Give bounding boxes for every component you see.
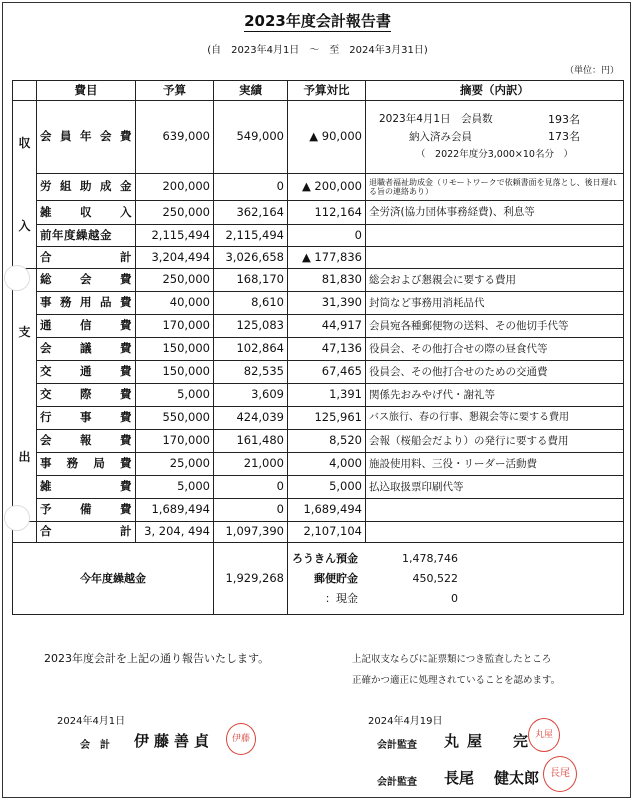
- deposit-label: 郵便貯金: [314, 571, 358, 585]
- row-item: [37, 361, 136, 384]
- deposit-row: [288, 589, 620, 609]
- row-actual: 362,164: [214, 201, 288, 225]
- deposit-row: [288, 569, 620, 589]
- ch: 合: [40, 249, 52, 264]
- ch: 会: [40, 129, 52, 144]
- auditor-date: 2024年4月19日: [368, 716, 443, 727]
- ch: 品: [100, 295, 112, 310]
- header-blank: [13, 81, 37, 101]
- expense-char-1: 支: [18, 325, 31, 340]
- auditor1-name: 丸屋 完: [444, 732, 537, 750]
- audit-statement: [352, 649, 560, 691]
- ch: 雑: [40, 479, 52, 494]
- row-diff: 44,917: [288, 315, 366, 338]
- expense-char-2: 出: [18, 450, 31, 465]
- header-actual: 実績: [214, 81, 288, 101]
- item-label: [40, 273, 132, 287]
- ch: 会: [40, 433, 52, 448]
- row-actual: 0: [214, 174, 288, 201]
- row-budget: 200,000: [136, 174, 214, 201]
- row-memo: 全労済(協力団体事務経費)、利息等: [366, 201, 624, 225]
- income-row: [13, 174, 624, 201]
- item-label: [40, 480, 132, 494]
- row-budget: 25,000: [136, 453, 214, 476]
- row-actual: 8,610: [214, 292, 288, 315]
- ch: 費: [119, 456, 132, 471]
- row-diff: 47,136: [288, 338, 366, 361]
- treasurer-seal: 伊藤: [226, 723, 256, 755]
- ch: 際: [80, 387, 92, 402]
- ch: 員: [60, 129, 72, 144]
- report-title-text: 2023年度会計報告書: [244, 12, 391, 30]
- carryover-label: 今年度繰越金: [13, 543, 214, 615]
- ch: 費: [120, 295, 132, 310]
- carryover-row: [13, 543, 624, 615]
- row-budget: 150,000: [136, 338, 214, 361]
- row-budget: 5,000: [136, 476, 214, 499]
- ch: 収: [80, 204, 92, 219]
- memo-line-1: [369, 113, 620, 126]
- ch: 交: [40, 364, 52, 379]
- total-label: [40, 251, 132, 265]
- row-memo: [366, 247, 624, 269]
- member-count-value: 193名: [548, 113, 580, 127]
- row-actual: 168,170: [214, 269, 288, 292]
- ch: 金: [120, 179, 132, 194]
- row-actual: 102,864: [214, 338, 288, 361]
- deposit-label: ろうきん預金: [292, 551, 358, 565]
- row-item: [37, 453, 136, 476]
- deposit-value: 0: [451, 591, 458, 605]
- punch-hole: [4, 265, 30, 291]
- income-char-1: 収: [18, 136, 31, 151]
- expense-row: [13, 315, 624, 338]
- ch: 用: [80, 295, 92, 310]
- ch: 局: [93, 456, 106, 471]
- auditor1-seal: 丸屋: [528, 718, 560, 752]
- ch: 費: [120, 318, 132, 333]
- ch: 計: [120, 524, 132, 539]
- ch: 費: [120, 387, 132, 402]
- row-item: [37, 247, 136, 269]
- row-item: [37, 384, 136, 407]
- expense-total-row: [13, 522, 624, 543]
- row-actual: 2,115,494: [214, 225, 288, 247]
- table-header-row: [13, 81, 624, 101]
- row-actual: 3,026,658: [214, 247, 288, 269]
- ch: 信: [80, 318, 92, 333]
- ch: 務: [60, 295, 72, 310]
- row-budget: 250,000: [136, 269, 214, 292]
- row-item: [37, 292, 136, 315]
- row-diff: ▲ 90,000: [288, 101, 366, 174]
- ch: 事: [40, 295, 52, 310]
- row-memo: 総会および懇親会に要する費用: [366, 269, 624, 292]
- income-row: [13, 101, 624, 174]
- auditor2-surname: 長尾: [444, 769, 475, 787]
- item-label: [40, 457, 132, 471]
- row-item: [37, 430, 136, 453]
- item-label: [40, 503, 132, 517]
- row-budget: 550,000: [136, 407, 214, 430]
- row-memo: [366, 522, 624, 543]
- row-actual: 0: [214, 476, 288, 499]
- row-budget: 170,000: [136, 315, 214, 338]
- auditor2-given: 健太郎: [494, 769, 540, 787]
- expense-row: [13, 453, 624, 476]
- row-budget: 3, 204, 494: [136, 522, 214, 543]
- row-diff: 1,689,494: [288, 499, 366, 522]
- row-diff: 112,164: [288, 201, 366, 225]
- income-char-2: 入: [18, 218, 31, 233]
- income-group-label: [13, 101, 37, 269]
- ch: 備: [80, 502, 92, 517]
- deposit-label: ：現金: [325, 591, 358, 605]
- ch: 議: [80, 341, 92, 356]
- audit-line-2: 正確かつ適正に処理されていることを認めます。: [352, 675, 561, 686]
- ch: 通: [40, 318, 52, 333]
- expense-row: [13, 338, 624, 361]
- ch: 入: [120, 204, 132, 219]
- ch: 費: [120, 364, 132, 379]
- row-item: [37, 476, 136, 499]
- ch: 雑: [40, 204, 52, 219]
- ch: 成: [100, 179, 112, 194]
- membership-memo: [366, 101, 624, 174]
- memo-line-2: [369, 130, 620, 143]
- row-memo: [366, 499, 624, 522]
- row-item: [37, 201, 136, 225]
- row-budget: 5,000: [136, 384, 214, 407]
- ch: 事: [40, 456, 52, 471]
- income-row: [13, 201, 624, 225]
- auditor2-role: 会計監査: [377, 777, 417, 788]
- row-budget: 3,204,494: [136, 247, 214, 269]
- item-label: [40, 365, 132, 379]
- ch: 交: [40, 387, 52, 402]
- header-item: 費目: [37, 81, 136, 101]
- ch: 会: [80, 272, 92, 287]
- report-period: (自 2023年4月1日 〜 至 2024年3月31日): [207, 45, 428, 56]
- deposit-value: 1,478,746: [402, 551, 458, 565]
- treasurer-role: 会 計: [80, 740, 110, 751]
- row-budget: 2,115,494: [136, 225, 214, 247]
- row-budget: 170,000: [136, 430, 214, 453]
- expense-row: [13, 476, 624, 499]
- treasurer-date: 2024年4月1日: [57, 716, 126, 727]
- report-title: [0, 10, 635, 31]
- ch: 通: [80, 364, 92, 379]
- ch: 費: [120, 410, 132, 425]
- header-budget: 予算: [136, 81, 214, 101]
- ch: 事: [80, 410, 92, 425]
- ch: 予: [40, 502, 52, 517]
- row-actual: 82,535: [214, 361, 288, 384]
- row-memo: 関係先おみやげ代・謝礼等: [366, 384, 624, 407]
- ch: 計: [120, 249, 132, 264]
- row-diff: ▲ 177,836: [288, 247, 366, 269]
- ch: 会: [40, 341, 52, 356]
- row-memo: 施設使用料、三役・リーダー活動費: [366, 453, 624, 476]
- row-budget: 150,000: [136, 361, 214, 384]
- item-label: [40, 180, 132, 194]
- row-actual: 549,000: [214, 101, 288, 174]
- row-diff: 31,390: [288, 292, 366, 315]
- expense-row: [13, 292, 624, 315]
- audit-line-1: 上記収支ならびに証票類につき監査したところ: [352, 654, 552, 665]
- row-memo: 役員会、その他打合せのための交通費: [366, 361, 624, 384]
- report-statement: 2023年度会計を上記の通り報告いたします。: [44, 652, 270, 665]
- row-actual: 0: [214, 499, 288, 522]
- item-label: [40, 388, 132, 402]
- ch: 年: [80, 129, 92, 144]
- expense-row: [13, 269, 624, 292]
- row-actual: 1,097,390: [214, 522, 288, 543]
- account-table: [12, 80, 624, 615]
- auditor2-seal: 長尾: [543, 756, 577, 792]
- ch: 費: [120, 341, 132, 356]
- row-item: [37, 499, 136, 522]
- ch: 費: [120, 433, 132, 448]
- row-actual: 3,609: [214, 384, 288, 407]
- ch: 労: [40, 179, 52, 194]
- deposit-breakdown: [288, 543, 624, 615]
- row-item: [37, 338, 136, 361]
- row-actual: 161,480: [214, 430, 288, 453]
- row-memo: [366, 225, 624, 247]
- expense-row: [13, 499, 624, 522]
- row-item: [37, 174, 136, 201]
- ch: 行: [40, 410, 52, 425]
- income-total-row: [13, 247, 624, 269]
- ch: 報: [80, 433, 92, 448]
- item-label: [40, 296, 132, 310]
- ch: 総: [40, 272, 52, 287]
- auditor1-role: 会計監査: [377, 740, 417, 751]
- row-diff: 67,465: [288, 361, 366, 384]
- unit-label: （単位：円）: [564, 66, 619, 76]
- ch: 助: [80, 179, 92, 194]
- total-label: [40, 525, 132, 539]
- item-label: [40, 130, 132, 144]
- row-diff: ▲ 200,000: [288, 174, 366, 201]
- row-item: [37, 101, 136, 174]
- treasurer-name: 伊藤善貞: [134, 732, 215, 750]
- auditor2-name: [444, 767, 539, 788]
- carryover-amount: 1,929,268: [214, 543, 288, 615]
- row-diff: 0: [288, 225, 366, 247]
- item-label: [40, 319, 132, 333]
- row-memo: 払込取扱票印刷代等: [366, 476, 624, 499]
- header-diff: 予算対比: [288, 81, 366, 101]
- row-diff: 4,000: [288, 453, 366, 476]
- row-diff: 81,830: [288, 269, 366, 292]
- expense-row: [13, 384, 624, 407]
- row-memo: 役員会、その他打合せの際の昼食代等: [366, 338, 624, 361]
- ch: 費: [120, 129, 132, 144]
- item-label: [40, 434, 132, 448]
- header-memo: 摘要（内訳）: [366, 81, 624, 101]
- ch: 組: [60, 179, 72, 194]
- row-budget: 40,000: [136, 292, 214, 315]
- row-budget: 1,689,494: [136, 499, 214, 522]
- ch: 費: [120, 502, 132, 517]
- member-count-label: 2023年4月1日 会員数: [379, 113, 493, 126]
- item-label: [40, 342, 132, 356]
- row-budget: 639,000: [136, 101, 214, 174]
- row-memo: 退職者福祉助成金（リモートワークで依頼書面を見落とし、後日遅れる旨の連絡あり）: [366, 174, 624, 201]
- row-diff: 5,000: [288, 476, 366, 499]
- row-diff: 1,391: [288, 384, 366, 407]
- row-item: 前年度繰越金: [37, 225, 136, 247]
- row-actual: 21,000: [214, 453, 288, 476]
- paid-members-label: 納入済み会員: [409, 130, 472, 143]
- row-actual: 125,083: [214, 315, 288, 338]
- row-memo: 会報（桜船会だより）の発行に要する費用: [366, 430, 624, 453]
- item-label: [40, 411, 132, 425]
- row-actual: 424,039: [214, 407, 288, 430]
- row-diff: 125,961: [288, 407, 366, 430]
- ch: 費: [120, 479, 132, 494]
- expense-row: [13, 361, 624, 384]
- row-diff: 2,107,104: [288, 522, 366, 543]
- row-diff: 8,520: [288, 430, 366, 453]
- row-memo: 会員宛各種郵便物の送料、その他切手代等: [366, 315, 624, 338]
- ch: 費: [120, 272, 132, 287]
- row-memo: 封筒など事務用消耗品代: [366, 292, 624, 315]
- deposit-row: [288, 549, 620, 569]
- paid-members-value: 173名: [548, 130, 580, 144]
- ch: 務: [66, 456, 79, 471]
- income-row: [13, 225, 624, 247]
- punch-hole: [4, 505, 30, 531]
- expense-group-label: [13, 269, 37, 522]
- row-budget: 250,000: [136, 201, 214, 225]
- row-item: [37, 522, 136, 543]
- item-label: [40, 206, 132, 220]
- row-item: [37, 407, 136, 430]
- deposit-value: 450,522: [412, 571, 458, 585]
- ch: 合: [40, 524, 52, 539]
- row-item: [37, 315, 136, 338]
- row-item: [37, 269, 136, 292]
- ch: 会: [100, 129, 112, 144]
- expense-row: [13, 430, 624, 453]
- expense-row: [13, 407, 624, 430]
- memo-line-3: （ 2022年度分3,000×10名分 ）: [416, 149, 573, 161]
- row-memo: バス旅行、春の行事、懇親会等に要する費用: [366, 407, 624, 430]
